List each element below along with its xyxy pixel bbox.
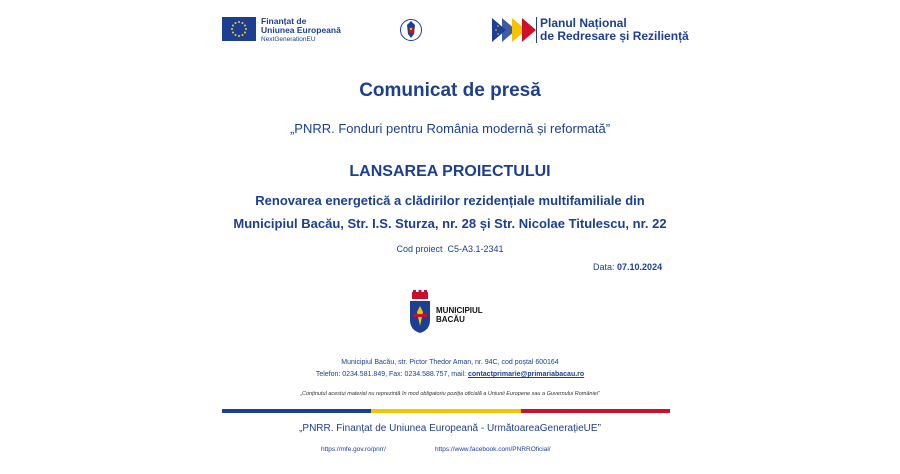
tricolor-divider: [222, 409, 670, 413]
footer-contact: [0, 371, 900, 378]
footer-slogan: „PNRR. Finanțat de Uniunea Europeană - UrmătoareaGenerațieUE”: [299, 423, 601, 434]
municipality-line1: MUNICIPIUL: [436, 306, 483, 315]
pnrr-label: [540, 17, 689, 43]
eu-label-line2: Uniunea Europeană: [261, 25, 341, 35]
page-subtitle: „PNRR. Fonduri pentru România modernă și reformată”: [289, 121, 611, 136]
facebook-link[interactable]: https://www.facebook.com/PNRROficial/: [435, 446, 551, 453]
romania-coat-of-arms-icon: [400, 17, 422, 43]
footer-disclaimer: „Conținutul acestui material nu reprezintă în mod obligatoriu poziția oficială a Uniunii Europene sau a Guvernului României”: [300, 391, 600, 397]
document-date: [593, 262, 662, 272]
date-value: 07.10.2024: [617, 262, 663, 272]
project-heading: LANSAREA PROIECTULUI: [349, 163, 551, 180]
divider-yellow: [371, 409, 521, 413]
pnrr-label-line1: Planul Național: [540, 16, 627, 30]
date-label: Data:: [593, 262, 615, 272]
municipality-name: [436, 306, 483, 324]
project-code-label: Cod proiect: [396, 244, 443, 254]
eu-label-line3: NextGenerationEU: [261, 36, 316, 43]
pnrr-logo-icon: [492, 16, 536, 44]
mfe-link[interactable]: https://mfe.gov.ro/pnrr/: [321, 446, 386, 453]
project-title-line2: Municipiul Bacău, Str. I.S. Sturza, nr. 28 și Str. Nicolae Titulescu, nr. 22: [233, 216, 667, 231]
footer-address: Municipiul Bacău, str. Pictor Thedor Aman, nr. 94C, cod poștal 600164: [341, 359, 559, 366]
eu-flag-icon: [222, 17, 256, 41]
eu-label-line1: Finanțat de: [261, 16, 307, 26]
footer-email-link[interactable]: contactprimarie@primariabacau.ro: [468, 371, 585, 378]
project-code: [0, 244, 900, 254]
municipality-line2: BACĂU: [436, 315, 465, 324]
eu-funding-label: [261, 17, 341, 44]
page-title: Comunicat de presă: [359, 80, 541, 101]
divider-red: [521, 409, 670, 413]
project-title-line1: Renovarea energetică a clădirilor rezidențiale multifamiliale din: [255, 193, 645, 208]
bacau-coat-of-arms-icon: [409, 290, 431, 334]
divider-blue: [222, 409, 371, 413]
pnrr-divider: [536, 17, 537, 43]
footer-contact-text: Telefon: 0234.581.849, Fax: 0234.588.757, mail:: [315, 371, 467, 378]
project-code-value: C5-A3.1-2341: [447, 244, 504, 254]
pnrr-label-line2: de Redresare și Reziliență: [540, 29, 689, 43]
